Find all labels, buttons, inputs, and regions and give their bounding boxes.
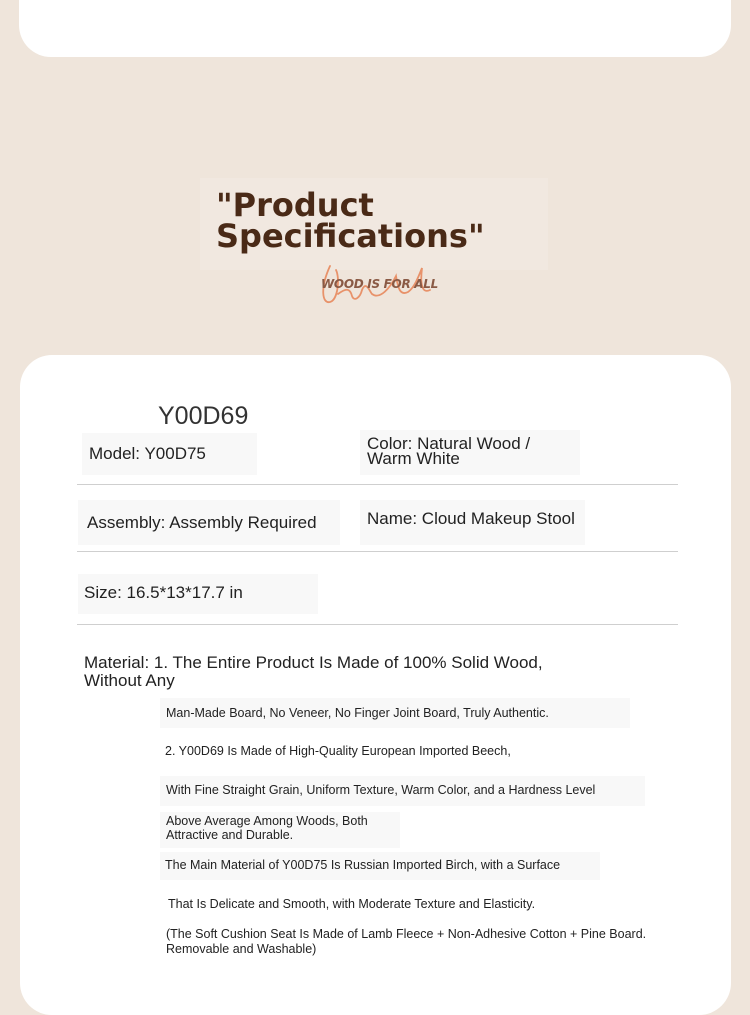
previous-section-card (19, 0, 731, 57)
spec-color-line-2: Warm White (367, 449, 460, 468)
material-detail-line: (The Soft Cushion Seat Is Made of Lamb Fleece + Non-Adhesive Cotton + Pine Board. (166, 927, 647, 941)
material-detail-line: That Is Delicate and Smooth, with Moderate Texture and Elasticity. (168, 897, 536, 911)
spec-model: Model: Y00D75 (89, 444, 206, 463)
material-detail-line: Man-Made Board, No Veneer, No Finger Joint Board, Truly Authentic. (166, 706, 549, 720)
spec-color (367, 436, 530, 466)
material-detail-line: Removable and Washable) (166, 942, 317, 956)
brand-tagline: WOOD IS FOR ALL (321, 277, 438, 291)
divider (77, 624, 678, 625)
section-title-line-2: Specifications" (216, 217, 485, 255)
material-detail-line: Above Average Among Woods, Both (166, 814, 368, 828)
section-title (216, 186, 536, 255)
spec-color-line-1: Color: Natural Wood / (367, 434, 531, 453)
spec-material-line-2: Without Any (84, 671, 175, 690)
material-detail-line: 2. Y00D69 Is Made of High-Quality European Imported Beech, (165, 744, 511, 758)
spec-assembly: Assembly: Assembly Required (87, 513, 317, 532)
material-detail-line: Attractive and Durable. (166, 828, 294, 842)
spec-material (84, 654, 543, 690)
divider (77, 551, 678, 552)
section-title-line-1: "Product (216, 186, 374, 224)
model-code: Y00D69 (158, 402, 249, 430)
spec-size: Size: 16.5*13*17.7 in (84, 583, 243, 602)
material-detail-line: With Fine Straight Grain, Uniform Texture, Warm Color, and a Hardness Level (166, 783, 596, 797)
divider (77, 484, 678, 485)
material-detail-line: The Main Material of Y00D75 Is Russian Imported Birch, with a Surface (165, 858, 561, 872)
spec-material-line-1: Material: 1. The Entire Product Is Made of 100% Solid Wood, (84, 653, 543, 672)
spec-name: Name: Cloud Makeup Stool (367, 509, 575, 528)
